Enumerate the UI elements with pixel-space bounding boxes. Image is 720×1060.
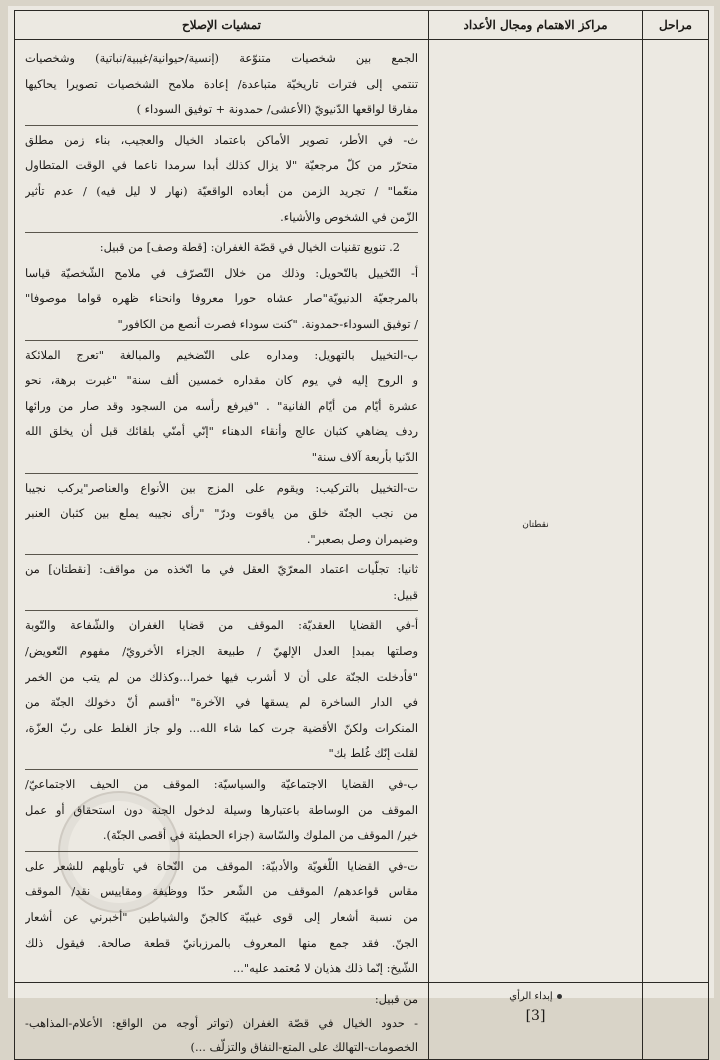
bottom-text xyxy=(25,987,418,1059)
reform-line: متحرّر من كلّ مرجعيّة "لا يزال كذلك أبدا سرمدا ناعما في الوقت المتطاول xyxy=(25,158,418,173)
reform-line: مفارقا لواقعها الدّنيويّ (الأعشى/ حمدونة + توفيق السوداء ) xyxy=(136,102,418,117)
reform-line: المنكرات ولكنّ الأقضية جرت كما شاء الله... ولو جاز الغلط على ربّ العزّة، xyxy=(25,720,418,735)
reform-line: مقاس قواعدهم/ الموقف من الشّعر حدّا ووظيفة ومقاييس نقد/ الموقف xyxy=(25,884,418,899)
document-page xyxy=(8,6,714,1054)
correction-table xyxy=(14,10,709,1060)
reform-line: تنتمي إلى فترات تاريخيّة متباعدة/ إعادة ملامح الشخصيات تصويرا يحاكيها xyxy=(25,76,418,91)
reform-line: من نسبة أشعار إلى قوى غيبيّة كالجنّ والشياطين "أخبرني عن أشعار xyxy=(25,910,418,924)
reform-line: الجمع بين شخصيات متنوّعة (إنسية/حيوانية/غيبية/نباتية) وشخصيات xyxy=(25,51,418,65)
reform-line: ردف يضاهي كثبان عالج وأنقاء الدهناء "إنّي أمنّي بلقائك قبل أن يخلق الله xyxy=(25,424,418,439)
reform-line: الموقف من الوساطة باعتبارها وسيلة لدخول الجنة دون استحقاق أو عمل xyxy=(25,802,418,817)
header-row xyxy=(15,11,709,40)
line-divider xyxy=(25,610,418,611)
reform-line: في الدار الساخرة لم يسقها في الآخرة" "أقسم أنّ دخولك الجنّة من xyxy=(25,695,418,710)
opinion-label: إبداء الرأي xyxy=(509,990,553,1002)
line-divider xyxy=(25,340,418,341)
reform-line: الزّمن في الشخوص والأشياء. xyxy=(280,209,418,224)
line-divider xyxy=(25,769,418,770)
reform-line: ت-في القضايا اللّغويّة والأدبيّة: الموقف من النّحاة في تأويلهم للشعر على xyxy=(25,858,418,873)
reform-line: خير/ الموقف من الملوك والسّاسة (جزاء الحطيئة في أقصى الجنّة). xyxy=(102,828,418,843)
reform-line: أ-في القضايا العقديّة: الموقف من قضايا الغفران والشّفاعة والتّوبة xyxy=(25,618,418,633)
main-row xyxy=(15,40,709,983)
line-divider xyxy=(25,851,418,852)
reform-line: ت-التخييل بالتركيب: ويقوم على المزج بين الأنواع والعناصر"يركب نجيبا xyxy=(25,480,418,495)
reform-line: / توفيق السوداء-حمدونة. "كنت سوداء فصرت أنصع من الكافور" xyxy=(117,316,418,331)
header-reform: تمشيات الإصلاح xyxy=(15,11,429,40)
bottom-focus-cell xyxy=(429,982,643,1059)
reform-line: بالمرجعيّة الدنيويّة"صار عشاه حورا معروفا وانحناء ظهره قواما موصوفا" xyxy=(25,291,418,306)
reform-line: و الروح إليه في يوم كان مقداره خمسين ألف سنة" "غبرت برهة، نحو xyxy=(25,373,418,388)
header-focus: مراكز الاهتمام ومجال الأعداد xyxy=(429,11,643,40)
line-divider xyxy=(25,125,418,126)
line-divider xyxy=(25,473,418,474)
reform-line: وضيمران وصل بصعبر". xyxy=(306,531,418,546)
reform-line: ث- في الأطر، تصوير الأماكن باعتماد الخيال والعجيب، بناء زمن مطلق xyxy=(25,132,418,147)
reform-line: الشّيخ: إنّما ذلك هذيان لا مُعتمد عليه"... xyxy=(233,961,418,976)
reform-line: ثانيا: تجلّيات اعتماد المعرّيّ العقل في ما اتّخذه من مواقف: [نقطتان] من xyxy=(25,562,418,577)
bottom-stage-cell xyxy=(643,982,709,1059)
header-stages: مراحل xyxy=(643,11,709,40)
reform-line: "فأدخلت الجنّة على أن لا أشرب فيها خمرا...وكذلك من لم يتب من الخمر xyxy=(25,669,418,684)
stage-cell xyxy=(643,40,709,983)
reform-line: الجنّ. فقد جمع منها المعروف بالمرزبانيّ قطعة صالحة. فيقول ذلك xyxy=(25,935,418,950)
points-label: نقطتان xyxy=(522,520,549,530)
reform-line: من نجب الجنّة خلق من ياقوت ودرّ" "رأى نجيبه يملع بين كثبان العنبر xyxy=(25,506,418,521)
reform-line: الدّنيا بأربعة آلاف سنة" xyxy=(311,449,418,464)
reform-line: لقلت إنّك غُلط بك" xyxy=(328,746,418,761)
reform-line: عشرة أيّام من أيّام الفانية" . "فيرفع رأسه من السجود وقد صار من ورائها xyxy=(25,398,418,413)
bottom-line: - حدود الخيال في قصّة الغفران (تواتر أوجه من الواقع: الأعلام-المذاهب- xyxy=(25,1015,418,1030)
bottom-row xyxy=(15,982,709,1059)
bullet-icon xyxy=(557,994,562,999)
reform-text xyxy=(25,46,418,982)
reform-line: وصلتها بمبدإ العدل الإلهيّ / طبيعة الجزاء الأخرويّ/ مفهوم التّعويض/ xyxy=(25,644,418,659)
reform-line: أ- التّخييل بالتّحويل: وذلك من خلال التّصرّف في ملامح الشّخصيّة قياسا xyxy=(25,265,418,280)
line-divider xyxy=(25,232,418,233)
focus-cell xyxy=(429,40,643,983)
reform-line: 2. تنويع تقنيات الخيال في قصّة الغفران: [قطة وصف] من قبيل: xyxy=(99,240,400,255)
bottom-line: من قبيل: xyxy=(374,991,418,1006)
reform-line: ب-في القضايا الاجتماعيّة والسياسيّة: الموقف من الحيف الاجتماعيّ/ xyxy=(25,777,418,792)
reform-line: ب-التخييل بالتهويل: ومداره على التّضخيم والمبالغة "تعرج الملائكة xyxy=(25,347,418,362)
reform-cell xyxy=(15,40,429,983)
reform-line: منعّما" / تجريد الزمن من أبعاده الواقعيّة (نهار لا ليل فيه) / عدم تأثير xyxy=(25,183,418,198)
reform-line: قبيل: xyxy=(393,587,418,602)
bottom-line: الخصومات-التهالك على المتع-النفاق والتزلّف ...) xyxy=(190,1039,418,1054)
opinion-points: [3] xyxy=(525,1007,546,1024)
line-divider xyxy=(25,554,418,555)
bottom-reform-cell xyxy=(15,982,429,1059)
